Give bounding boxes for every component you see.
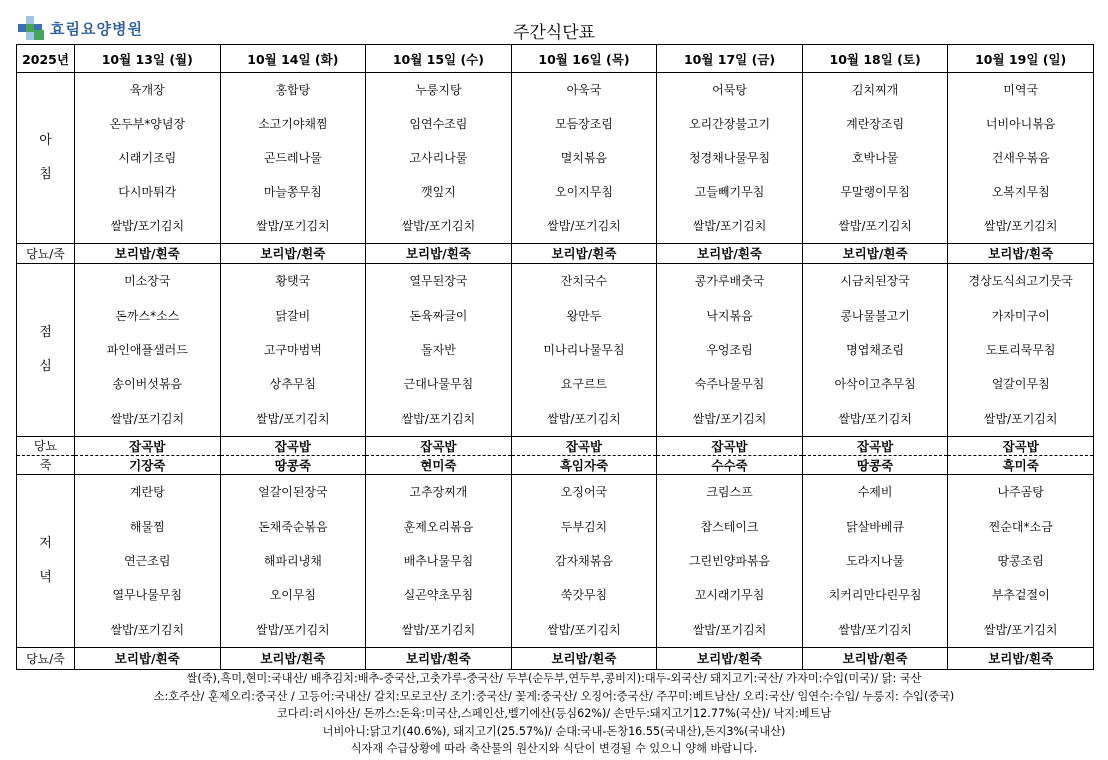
menu-item: 돈채죽순볶음 (258, 519, 328, 534)
menu-item: 실곤약초무침 (403, 588, 474, 603)
breakfast-item-list (221, 73, 366, 243)
menu-item: 쌀밥/포기김치 (401, 411, 476, 426)
breakfast-side-cell: 보리밥/흰죽 (657, 243, 803, 263)
menu-item: 시금치된장국 (840, 274, 910, 289)
menu-item: 쌀밥/포기김치 (838, 622, 912, 637)
lunch-row (17, 264, 1094, 437)
dinner-side-cell: 보리밥/흰죽 (802, 647, 948, 669)
menu-item: 닭갈비 (275, 308, 311, 323)
lunch-diabetic-cell: 잡곡밥 (657, 436, 803, 455)
dinner-side-cell: 보리밥/흰죽 (366, 647, 512, 669)
menu-item: 열무나물무침 (112, 588, 183, 603)
lunch-porridge-cell: 땅콩죽 (220, 455, 366, 474)
breakfast-menu-cell (75, 73, 221, 244)
day-header: 10월 18일 (토) (802, 45, 948, 73)
breakfast-menu-cell (802, 73, 948, 244)
lunch-porridge-cell: 기장죽 (75, 455, 221, 474)
lunch-menu-cell (366, 264, 512, 437)
hospital-name: 효림요양병원 (50, 19, 143, 38)
menu-item: 배추나물무침 (403, 553, 474, 568)
menu-item: 온두부*양념장 (109, 117, 186, 132)
lunch-porridge-cell: 수수죽 (657, 455, 803, 474)
dinner-side-cell: 보리밥/흰죽 (75, 647, 221, 669)
dinner-side-cell: 보리밥/흰죽 (657, 647, 803, 669)
menu-item: 쌀밥/포기김치 (547, 218, 621, 233)
menu-item: 모듬장조림 (554, 117, 613, 132)
breakfast-menu-cell (366, 73, 512, 244)
note-line: 쌀(죽),흑미,현미:국내산/ 배추김치:배추-중국산,고춧가루-중국산/ 두부(순두부,연두부,콩비지):대두-외국산/ 돼지고기:국산/ 가자미:수입(미국)/ 닭: 국산 (186, 672, 922, 685)
lunch-item-list (366, 264, 511, 436)
menu-item: 호박나물 (851, 151, 899, 165)
dinner-item-list (657, 475, 802, 647)
lunch-item-list (75, 264, 220, 436)
menu-item: 송이버섯볶음 (112, 377, 183, 392)
dinner-menu-cell (511, 475, 657, 648)
lunch-label (17, 264, 75, 437)
menu-item: 파인애플샐러드 (106, 342, 188, 357)
dinner-menu-cell (948, 475, 1094, 648)
menu-item: 다시마튀각 (118, 184, 177, 199)
menu-item: 아욱국 (566, 83, 602, 98)
lunch-diabetic-cell: 잡곡밥 (802, 436, 948, 455)
lunch-diabetic-cell: 잡곡밥 (75, 436, 221, 455)
lunch-diabetic-cell: 잡곡밥 (366, 436, 512, 455)
breakfast-label-char-2: 침 (39, 167, 52, 183)
menu-item: 꼬시래기무침 (694, 588, 765, 603)
breakfast-side-cell: 보리밥/흰죽 (948, 243, 1094, 263)
lunch-porridge-cell: 현미죽 (366, 455, 512, 474)
dinner-menu-cell (220, 475, 366, 648)
menu-item: 쌀밥/포기김치 (401, 622, 476, 637)
menu-item: 잔치국수 (560, 274, 608, 289)
day-header: 10월 15일 (수) (366, 45, 512, 73)
menu-item: 쌀밥/포기김치 (838, 411, 912, 426)
menu-item: 가자미구이 (991, 308, 1050, 323)
day-header: 10월 14일 (화) (220, 45, 366, 73)
note-line: 너비아니:닭고기(40.6%), 돼지고기(25.57%)/ 순대:국내-돈창16.55(국내산),돈지3%(국내산) (322, 724, 786, 738)
menu-item: 쌀밥/포기김치 (256, 622, 330, 637)
lunch-item-list (948, 264, 1093, 436)
dinner-side-label: 당뇨/죽 (17, 647, 75, 669)
menu-item: 두부김치 (560, 519, 608, 534)
menu-item: 열무된장국 (409, 274, 468, 289)
note-line: 소:호주산/ 훈제오리:중국산 / 고등어:국내산/ 갈치:모로코산/ 조기:중국산/ 꽃게:중국산/ 오징어:중국산/ 주꾸미:베트남산/ 오리:국산/ 임연수:수입/ 누룽지: 수입(중국) (153, 689, 955, 703)
menu-item: 아삭이고추무침 (834, 377, 916, 392)
menu-item: 곤드레나물 (263, 151, 322, 165)
menu-item: 얼갈이무침 (991, 377, 1050, 392)
menu-item: 오이무침 (269, 588, 317, 603)
dinner-menu-cell (366, 475, 512, 648)
lunch-item-list (657, 264, 802, 436)
breakfast-side-cell: 보리밥/흰죽 (220, 243, 366, 263)
menu-item: 깻잎지 (421, 184, 456, 199)
menu-item: 도토리묵무침 (985, 342, 1056, 357)
menu-item: 계란탕 (129, 485, 165, 500)
menu-item: 미나리나물무침 (543, 342, 625, 357)
menu-item: 임연수조림 (409, 117, 468, 132)
menu-item: 명엽채조림 (846, 342, 905, 357)
menu-item: 오복지무침 (991, 184, 1050, 199)
menu-item: 근대나물무침 (403, 377, 474, 392)
breakfast-item-list (657, 73, 802, 243)
lunch-porridge-cell: 땅콩죽 (802, 455, 948, 474)
menu-item: 계란장조림 (846, 117, 905, 132)
lunch-porridge-row (17, 455, 1094, 474)
dinner-side-cell: 보리밥/흰죽 (220, 647, 366, 669)
lunch-diabetic-cell: 잡곡밥 (948, 436, 1094, 455)
breakfast-side-label: 당뇨/죽 (17, 243, 75, 263)
menu-item: 쌀밥/포기김치 (983, 622, 1058, 637)
menu-item: 고사리나물 (409, 151, 468, 165)
menu-item: 마늘쫑무침 (263, 184, 322, 199)
lunch-menu-cell (75, 264, 221, 437)
menu-item: 육개장 (129, 83, 165, 98)
dinner-item-list (221, 475, 366, 647)
menu-item: 멸치볶음 (560, 151, 608, 165)
lunch-menu-cell (657, 264, 803, 437)
menu-item: 쌀밥/포기김치 (110, 622, 185, 637)
menu-item: 김치찌개 (851, 83, 899, 98)
dinner-menu-cell (802, 475, 948, 648)
menu-item: 쌀밥/포기김치 (692, 622, 767, 637)
breakfast-item-list (803, 73, 948, 243)
menu-item: 상추무침 (269, 377, 317, 392)
menu-item: 고들빼기무침 (694, 184, 765, 199)
menu-item: 숙주나물무침 (694, 377, 765, 392)
menu-item: 쑥갓무침 (560, 588, 608, 603)
breakfast-side-cell: 보리밥/흰죽 (802, 243, 948, 263)
lunch-label-char-1: 점 (39, 324, 52, 340)
menu-item: 무말랭이무침 (840, 184, 910, 199)
menu-item: 콩가루배춧국 (694, 274, 765, 289)
lunch-menu-cell (220, 264, 366, 437)
dinner-item-list (75, 475, 220, 647)
day-header: 10월 17일 (금) (657, 45, 803, 73)
menu-item: 크림스프 (706, 485, 753, 500)
menu-item: 쌀밥/포기김치 (256, 411, 330, 426)
breakfast-side-cell: 보리밥/흰죽 (75, 243, 221, 263)
day-header: 10월 19일 (일) (948, 45, 1094, 73)
breakfast-label (17, 73, 75, 244)
breakfast-label-char-1: 아 (39, 133, 52, 149)
dinner-item-list (948, 475, 1093, 647)
dinner-item-list (512, 475, 657, 647)
menu-item: 너비아니볶음 (985, 117, 1056, 132)
menu-item: 홍합탕 (275, 83, 311, 98)
header-row (17, 45, 1094, 73)
breakfast-side-cell: 보리밥/흰죽 (366, 243, 512, 263)
menu-item: 낙지볶음 (706, 308, 753, 323)
menu-item: 찐순대*소금 (988, 519, 1053, 534)
menu-item: 미소장국 (124, 274, 171, 289)
menu-item: 쌀밥/포기김치 (838, 218, 912, 233)
menu-item: 경상도식쇠고기뭇국 (968, 274, 1073, 289)
menu-item: 미역국 (1003, 83, 1039, 98)
menu-item: 어묵탕 (712, 83, 747, 98)
lunch-porridge-cell: 흑미죽 (948, 455, 1094, 474)
breakfast-item-list (512, 73, 657, 243)
lunch-diabetic-cell: 잡곡밥 (220, 436, 366, 455)
menu-item: 고구마범벅 (263, 342, 322, 357)
menu-item: 쌀밥/포기김치 (547, 411, 621, 426)
day-header: 10월 16일 (목) (511, 45, 657, 73)
dinner-label (17, 475, 75, 648)
menu-item: 그린빈양파볶음 (688, 553, 771, 568)
menu-item: 연근조림 (124, 553, 171, 568)
origin-notes (0, 670, 1108, 758)
day-header: 10월 13일 (월) (75, 45, 221, 73)
lunch-diabetic-row (17, 436, 1094, 455)
menu-item: 쌀밥/포기김치 (692, 218, 767, 233)
menu-item: 오리간장불고기 (688, 117, 771, 132)
menu-item: 시래기조림 (118, 151, 177, 165)
menu-item: 돈까스*소스 (115, 308, 180, 323)
lunch-menu-cell (948, 264, 1094, 437)
menu-item: 땅콩조림 (997, 553, 1044, 568)
breakfast-menu-cell (511, 73, 657, 244)
note-line: 식자재 수급상황에 따라 축산물의 원산지와 식단이 변경될 수 있으니 양해 바랍니다. (350, 742, 758, 756)
breakfast-side-row (17, 243, 1094, 263)
lunch-diabetic-cell: 잡곡밥 (511, 436, 657, 455)
menu-item: 요구르트 (560, 377, 608, 392)
menu-item: 건새우볶음 (991, 151, 1050, 165)
menu-item: 해파리냉채 (263, 553, 322, 568)
menu-item: 훈제오리볶음 (403, 519, 474, 534)
menu-item: 왕만두 (566, 308, 602, 323)
lunch-item-list (221, 264, 366, 436)
dinner-side-cell: 보리밥/흰죽 (948, 647, 1094, 669)
lunch-diabetic-label: 당뇨 (17, 436, 75, 455)
menu-item: 쌀밥/포기김치 (983, 411, 1058, 426)
menu-item: 얼갈이된장국 (258, 485, 328, 500)
menu-item: 해물찜 (129, 519, 165, 534)
breakfast-menu-cell (220, 73, 366, 244)
menu-item: 콩나물불고기 (840, 308, 910, 323)
weekly-menu-table (16, 44, 1094, 670)
dinner-side-cell: 보리밥/흰죽 (511, 647, 657, 669)
breakfast-row (17, 73, 1094, 244)
note-line: 코다리:러시아산/ 돈까스:돈육:미국산,스페인산,벨기에산(등심62%)/ 손만두:돼지고기12.77%(국산)/ 낙지:베트남 (276, 707, 832, 721)
menu-item: 쌀밥/포기김치 (256, 218, 330, 233)
menu-item: 도라지나물 (846, 553, 905, 568)
menu-item: 쌀밥/포기김치 (110, 411, 185, 426)
menu-item: 나주곰탕 (997, 485, 1044, 500)
dinner-item-list (803, 475, 948, 647)
dinner-row (17, 475, 1094, 648)
menu-item: 소고기야채찜 (258, 117, 328, 132)
menu-item: 돌자반 (421, 342, 456, 357)
lunch-porridge-cell: 흑임자죽 (511, 455, 657, 474)
lunch-porridge-label: 죽 (17, 455, 75, 474)
menu-item: 고추장찌개 (409, 485, 468, 500)
menu-item: 황탯국 (275, 274, 311, 289)
breakfast-menu-cell (657, 73, 803, 244)
menu-item: 닭살바베큐 (846, 519, 905, 534)
page-title: 주간식단표 (512, 23, 596, 43)
breakfast-item-list (948, 73, 1093, 243)
lunch-label-char-2: 심 (39, 358, 52, 374)
dinner-label-char-1: 저 (39, 535, 52, 551)
dinner-side-row (17, 647, 1094, 669)
breakfast-side-cell: 보리밥/흰죽 (511, 243, 657, 263)
dinner-item-list (366, 475, 511, 647)
menu-item: 오이지무침 (554, 184, 613, 199)
lunch-menu-cell (511, 264, 657, 437)
menu-item: 찹스테이크 (700, 519, 759, 534)
menu-item: 돈육짜글이 (409, 308, 468, 323)
breakfast-menu-cell (948, 73, 1094, 244)
menu-item: 쌀밥/포기김치 (692, 411, 767, 426)
menu-item: 누룽지탕 (415, 83, 462, 98)
breakfast-item-list (75, 73, 220, 243)
dinner-menu-cell (657, 475, 803, 648)
breakfast-item-list (366, 73, 511, 243)
menu-item: 오징어국 (560, 485, 608, 500)
menu-item: 쌀밥/포기김치 (401, 218, 476, 233)
menu-item: 수제비 (857, 485, 893, 500)
menu-item: 청경채나물무침 (688, 151, 771, 165)
lunch-item-list (512, 264, 657, 436)
menu-item: 쌀밥/포기김치 (983, 218, 1058, 233)
dinner-label-char-2: 녁 (39, 569, 52, 585)
lunch-menu-cell (802, 264, 948, 437)
menu-item: 쌀밥/포기김치 (110, 218, 185, 233)
year-cell: 2025년 (17, 45, 75, 73)
menu-item: 감자채볶음 (554, 553, 613, 568)
dinner-menu-cell (75, 475, 221, 648)
menu-item: 부추겉절이 (991, 588, 1050, 603)
menu-item: 쌀밥/포기김치 (547, 622, 621, 637)
menu-item: 치커리만다린무침 (828, 588, 922, 603)
lunch-item-list (803, 264, 948, 436)
menu-item: 우엉조림 (706, 342, 753, 357)
